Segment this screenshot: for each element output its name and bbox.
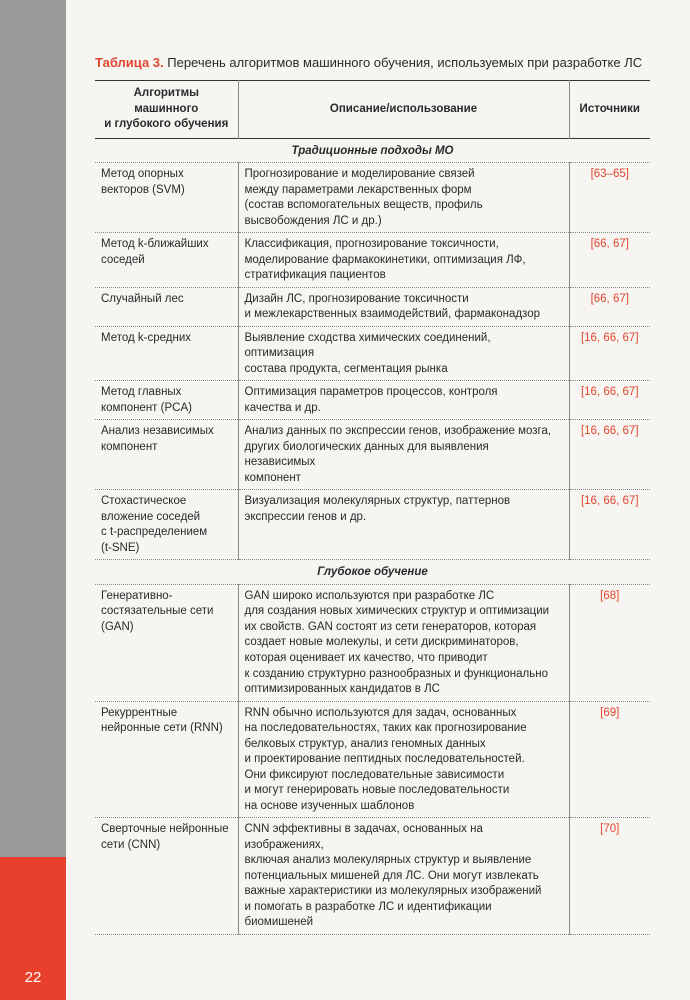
table-caption-label: Таблица 3.	[95, 55, 164, 70]
text-line: оптимизированных кандидатов в ЛС	[244, 683, 440, 696]
algorithm-cell	[95, 490, 238, 560]
text-line: CNN эффективны в задачах, основанных на изображениях,	[244, 823, 483, 851]
text-line: моделирование фармакокинетики, оптимизация ЛФ,	[244, 253, 526, 266]
algorithm-cell	[95, 163, 238, 233]
text-line: качества и др.	[244, 401, 321, 414]
text-line: соседей	[101, 253, 145, 266]
section-row	[95, 560, 650, 585]
text-line: Генеративно-	[101, 589, 173, 602]
text-line: которая оценивает их качество, что приводит	[244, 651, 488, 664]
text-line: Сверточные нейронные	[101, 823, 229, 836]
source-reference-cell: [16, 66, 67]	[569, 420, 650, 490]
text-line: включая анализ молекулярных структур и выявление	[244, 854, 532, 867]
text-line: Метод опорных	[101, 168, 184, 181]
algorithm-cell	[95, 584, 238, 701]
text-line: на основе изученных шаблонов	[244, 799, 415, 812]
page-number: 22	[24, 969, 42, 986]
table-row	[95, 163, 650, 233]
text-line: на последовательностях, таких как прогнозирование	[244, 722, 527, 735]
text-line: их свойств. GAN состоят из сети генераторов, которая	[244, 620, 537, 633]
table-caption-text: Перечень алгоритмов машинного обучения, используемых при разработке ЛС	[163, 55, 643, 70]
text-line: Метод k-ближайших	[101, 238, 209, 251]
text-line: экспрессии генов и др.	[244, 510, 367, 523]
description-cell	[238, 287, 569, 326]
text-line: компонент	[244, 471, 301, 484]
source-reference-cell: [16, 66, 67]	[569, 381, 650, 420]
text-line: высвобождения ЛС и др.)	[244, 214, 382, 227]
text-line: Описание/использование	[329, 102, 478, 115]
text-line: Они фиксируют последовательные зависимости	[244, 768, 505, 781]
text-line: и помогать в разработке ЛС и идентификации	[244, 900, 492, 913]
source-reference-cell: [70]	[569, 818, 650, 935]
text-line: Источники	[579, 102, 640, 115]
text-line: для создания новых химических структур и оптимизации	[244, 605, 550, 618]
source-reference-cell: [68]	[569, 584, 650, 701]
text-line: создает новые молекулы, и сети дискриминаторов,	[244, 636, 519, 649]
table-row	[95, 490, 650, 560]
text-line: (GAN)	[101, 620, 134, 633]
header-algorithms	[95, 81, 238, 139]
source-reference-cell: [69]	[569, 701, 650, 818]
description-cell	[238, 420, 569, 490]
algorithm-cell	[95, 326, 238, 381]
source-reference-cell: [66, 67]	[569, 287, 650, 326]
table-row	[95, 584, 650, 701]
source-reference-cell: [16, 66, 67]	[569, 490, 650, 560]
text-line: с t-распределением	[101, 526, 208, 539]
text-line: Анализ данных по экспрессии генов, изображение мозга,	[244, 425, 552, 438]
text-line: и межлекарственных взаимодействий, фармаконадзор	[244, 308, 540, 321]
algorithm-cell	[95, 818, 238, 935]
text-line: Метод главных	[101, 386, 182, 399]
text-line: Рекуррентные	[101, 706, 178, 719]
section-title: Глубокое обучение	[317, 566, 428, 579]
text-line: Прогнозирование и моделирование связей	[244, 168, 475, 181]
header-description	[238, 81, 569, 139]
source-reference-cell: [16, 66, 67]	[569, 326, 650, 381]
section-row	[95, 138, 650, 163]
text-line: состава продукта, сегментация рынка	[244, 362, 448, 375]
page-content	[95, 55, 650, 935]
text-line: Выявление сходства химических соединений, оптимизация	[244, 331, 491, 360]
source-reference-cell: [66, 67]	[569, 233, 650, 288]
table-body	[95, 138, 650, 934]
text-line: векторов (SVM)	[101, 183, 185, 196]
text-line: Метод k-средних	[101, 331, 192, 344]
text-line: Анализ независимых	[101, 425, 214, 438]
text-line: важные характеристики из молекулярных изображений	[244, 885, 542, 898]
header-row	[95, 81, 650, 139]
description-cell	[238, 326, 569, 381]
algorithm-cell	[95, 420, 238, 490]
text-line: биомишеней	[244, 916, 314, 929]
text-line: Оптимизация параметров процессов, контроля	[244, 386, 498, 399]
text-line: вложение соседей	[101, 510, 201, 523]
table-row	[95, 381, 650, 420]
algorithm-cell	[95, 701, 238, 818]
text-line: Визуализация молекулярных структур, паттернов	[244, 495, 511, 508]
text-line: к созданию структурно разнообразных и функционально	[244, 667, 548, 680]
text-line: потенциальных мишеней для ЛС. Они могут извлекать	[244, 869, 539, 882]
description-cell	[238, 233, 569, 288]
table-caption	[95, 55, 650, 70]
text-line: компонент (PCA)	[101, 401, 192, 414]
text-line: Случайный лес	[101, 292, 184, 305]
description-cell	[238, 584, 569, 701]
text-line: Дизайн ЛС, прогнозирование токсичности	[244, 292, 469, 305]
algorithm-cell	[95, 287, 238, 326]
header-sources	[569, 81, 650, 139]
table-row	[95, 701, 650, 818]
description-cell	[238, 818, 569, 935]
text-line: компонент	[101, 440, 158, 453]
table-header	[95, 81, 650, 139]
table-row	[95, 326, 650, 381]
text-line: сети (CNN)	[101, 838, 161, 851]
text-line: машинного	[134, 102, 199, 115]
description-cell	[238, 490, 569, 560]
table-row	[95, 287, 650, 326]
text-line: стратификация пациентов	[244, 269, 386, 282]
text-line: RNN обычно используются для задач, основанных	[244, 706, 517, 719]
text-line: и глубокого обучения	[104, 118, 229, 131]
text-line: нейронные сети (RNN)	[101, 722, 223, 735]
algorithms-table	[95, 80, 650, 935]
text-line: между параметрами лекарственных форм	[244, 183, 472, 196]
text-line: других биологических данных для выявления независимых	[244, 440, 489, 469]
table-row	[95, 818, 650, 935]
text-line: Алгоритмы	[133, 87, 199, 99]
table-row	[95, 233, 650, 288]
description-cell	[238, 163, 569, 233]
text-line: состязательные сети	[101, 605, 214, 618]
algorithm-cell	[95, 233, 238, 288]
text-line: и проектирование пептидных последовательностей.	[244, 753, 525, 766]
algorithm-cell	[95, 381, 238, 420]
text-line: и могут генерировать новые последовательности	[244, 784, 510, 797]
source-reference-cell: [63–65]	[569, 163, 650, 233]
section-title: Традиционные подходы МО	[291, 144, 454, 157]
left-margin-bar	[0, 0, 66, 1000]
text-line: Классификация, прогнозирование токсичности,	[244, 238, 499, 251]
text-line: (t-SNE)	[101, 541, 140, 554]
text-line: Стохастическое	[101, 495, 187, 508]
table-row	[95, 420, 650, 490]
text-line: GAN широко используются при разработке ЛС	[244, 589, 495, 602]
description-cell	[238, 701, 569, 818]
text-line: (состав вспомогательных веществ, профиль	[244, 199, 483, 212]
description-cell	[238, 381, 569, 420]
text-line: белковых структур, анализ геномных данных	[244, 737, 486, 750]
